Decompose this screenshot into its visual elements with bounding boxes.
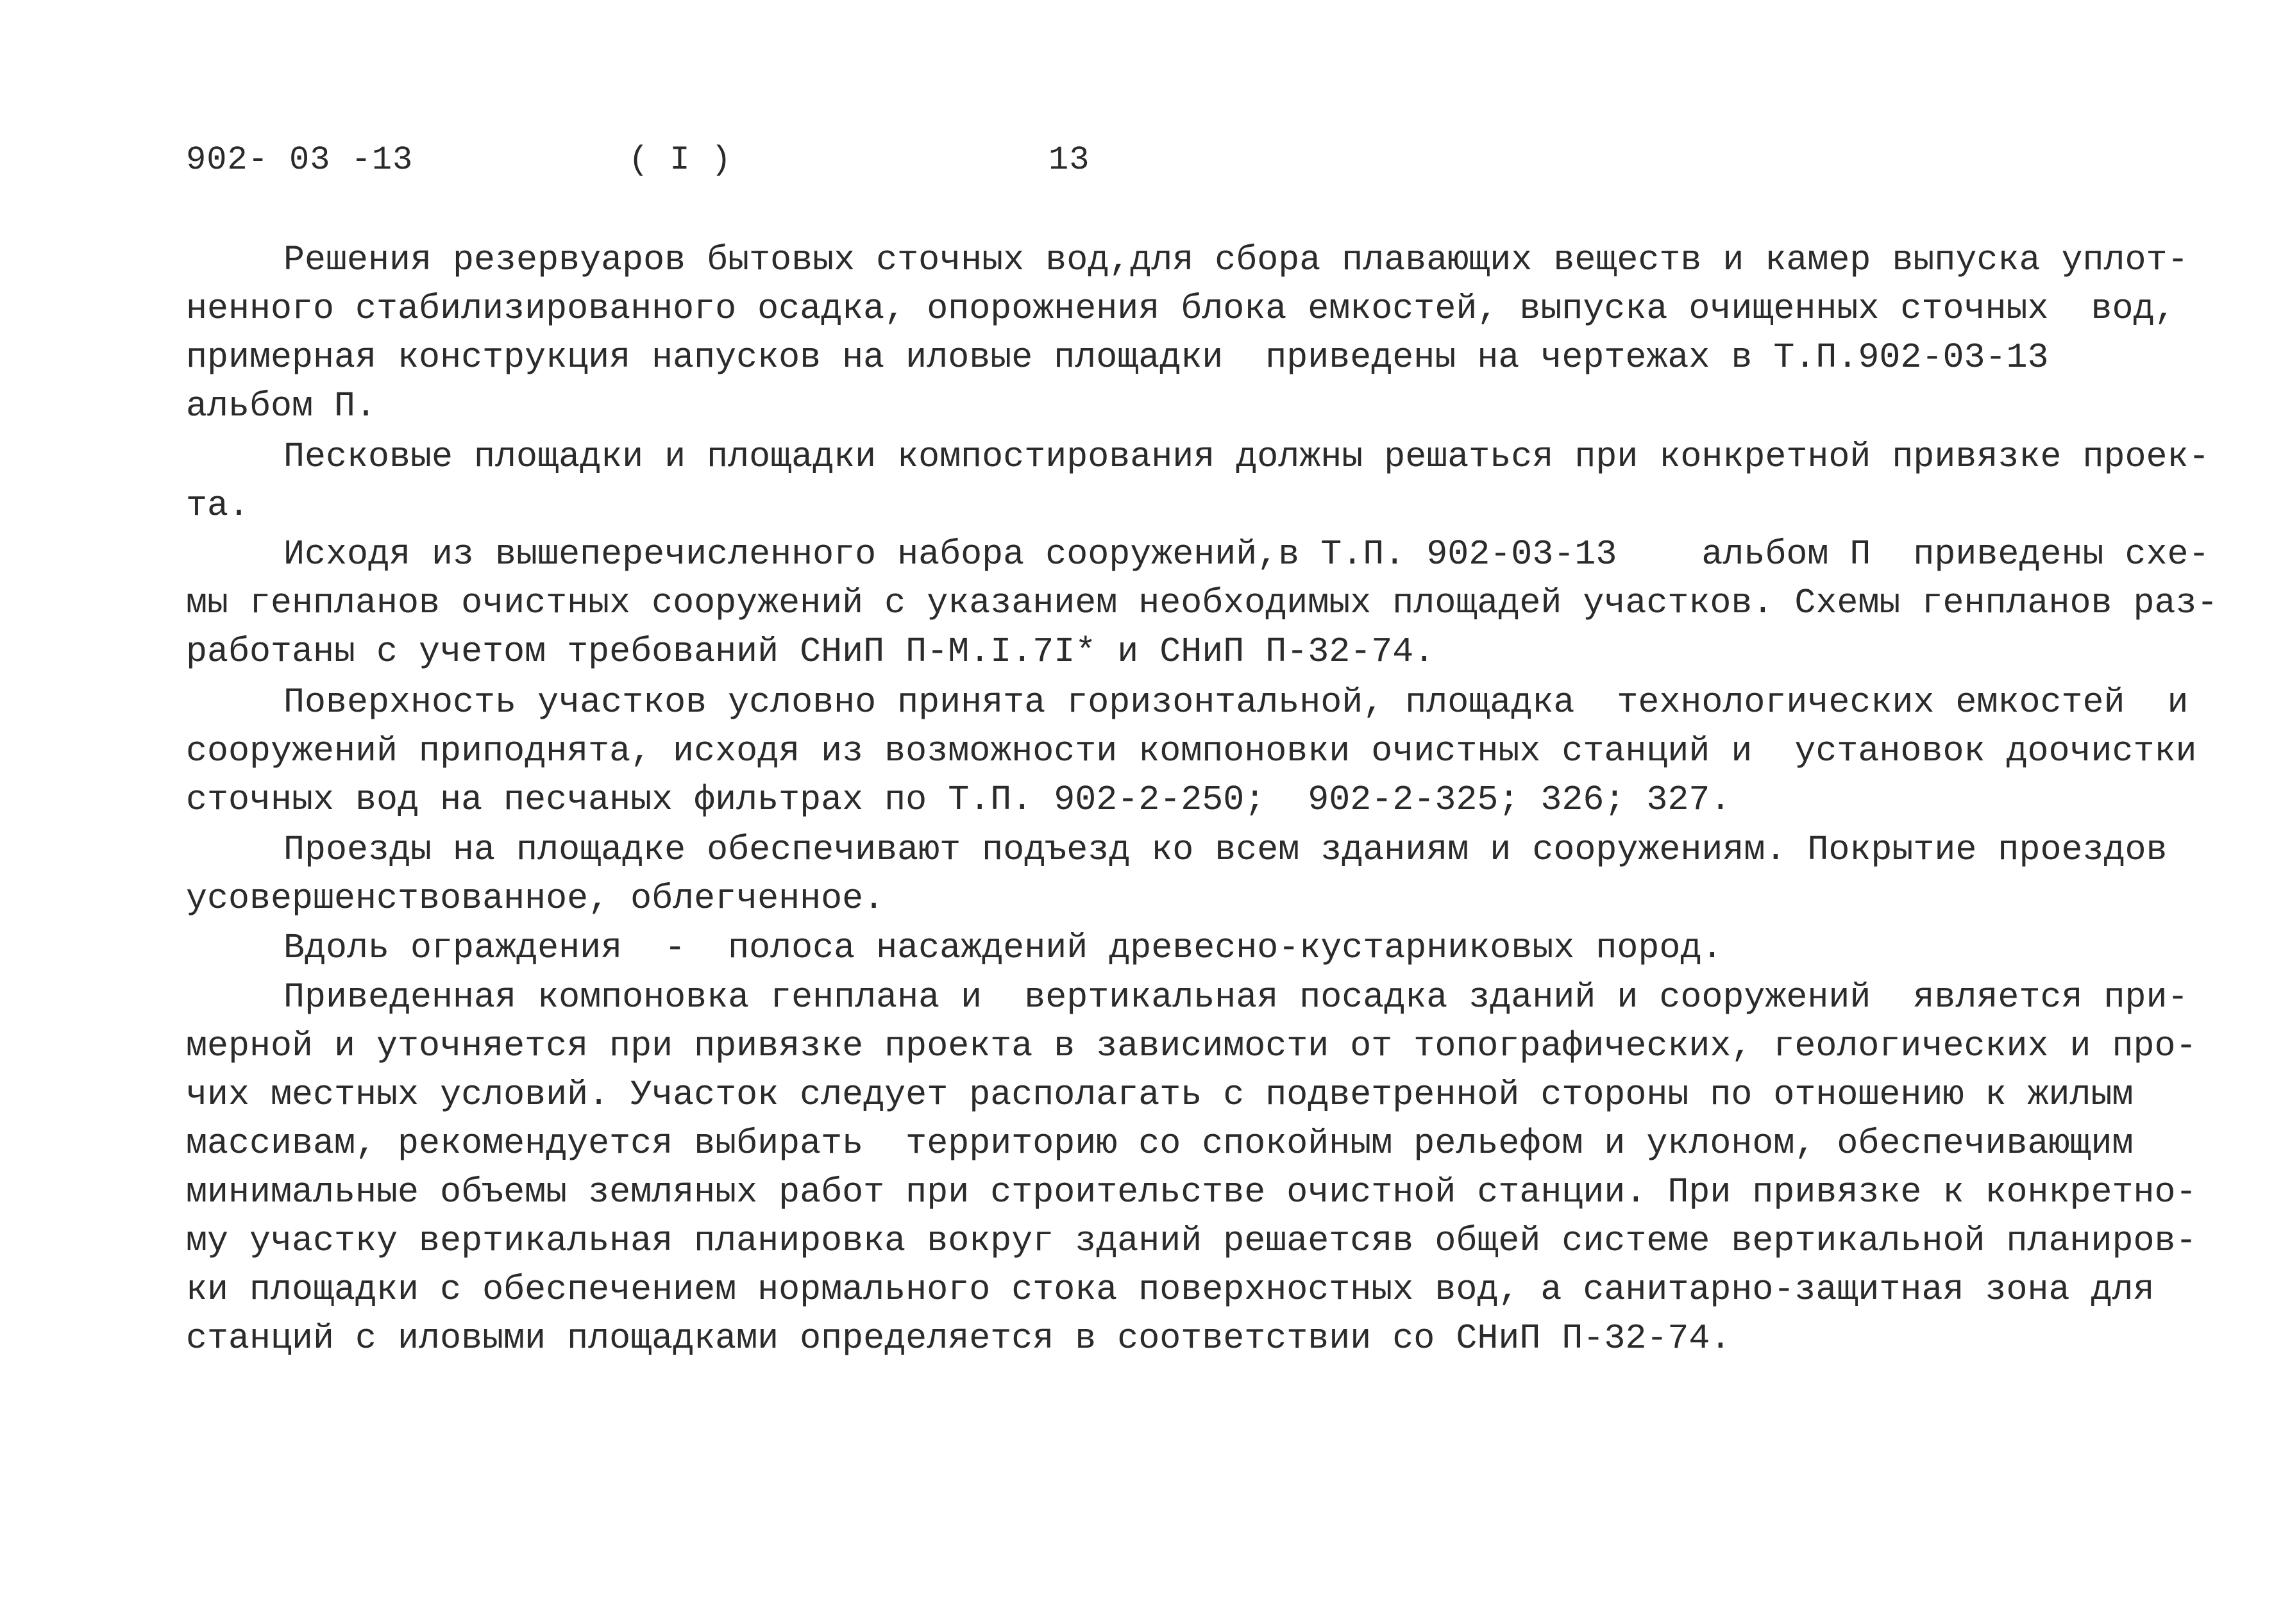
text-line: чих местных условий. Участок следует располагать с подветренной стороны по отношению к жилым	[186, 1075, 2134, 1115]
text-line: мерной и уточняется при привязке проекта в зависимости от топографических, геологических и про-	[186, 1026, 2197, 1066]
text-line: сточных вод на песчаных фильтрах по Т.П. 902-2-250; 902-2-325; 326; 327.	[186, 780, 1731, 820]
text-line: Вдоль ограждения - полоса насаждений древесно-кустарниковых пород.	[283, 928, 1723, 968]
text-line: работаны с учетом требований СНиП П-М.I.7I* и СНиП П-32-74.	[186, 632, 1435, 672]
text-line: Приведенная компоновка генплана и вертикальная посадка зданий и сооружений является при-	[283, 977, 2189, 1017]
part-number: ( I )	[628, 141, 732, 179]
text-line: Исходя из вышеперечисленного набора сооружений,в Т.П. 902-03-13 альбом П приведены схе-	[283, 534, 2210, 574]
document-code: 902- 03 -13	[186, 141, 414, 179]
text-line: мы генпланов очистных сооружений с указанием необходимых площадей участков. Схемы генпланов раз-	[186, 583, 2218, 623]
text-line: Проезды на площадке обеспечивают подъезд ко всем зданиям и сооружениям. Покрытие проездов	[283, 830, 2168, 870]
text-line: усовершенствованное, облегченное.	[186, 878, 885, 919]
text-line: ненного стабилизированного осадка, опорожнения блока емкостей, выпуска очищенных сточных вод,	[186, 289, 2176, 329]
text-line: сооружений приподнята, исходя из возможности компоновки очистных станций и установок доочистки	[186, 731, 2197, 771]
text-line: станций с иловыми площадками определяется в соответствии со СНиП П-32-74.	[186, 1318, 1731, 1359]
text-line: примерная конструкция напусков на иловые площадки приведены на чертежах в Т.П.902-03-13	[186, 337, 2049, 378]
text-line: та.	[186, 485, 250, 526]
page-number: 13	[1049, 141, 1090, 179]
text-line: Песковые площадки и площадки компостирования должны решаться при конкретной привязке проек-	[283, 437, 2210, 477]
text-line: му участку вертикальная планировка вокруг зданий решаетсяв общей системе вертикальной планиров-	[186, 1221, 2197, 1261]
text-line: альбом П.	[186, 386, 377, 426]
page-header	[186, 135, 1148, 186]
text-line: Решения резервуаров бытовых сточных вод,для сбора плавающих веществ и камер выпуска уплот-	[283, 240, 2189, 280]
text-line: минимальные объемы земляных работ при строительстве очистной станции. При привязке к конкретно-	[186, 1172, 2197, 1212]
text-line: ки площадки с обеспечением нормального стока поверхностных вод, а санитарно-защитная зона для	[186, 1269, 2155, 1310]
text-line: Поверхность участков условно принята горизонтальной, площадка технологических емкостей и	[283, 682, 2189, 723]
text-line: массивам, рекомендуется выбирать территорию со спокойным рельефом и уклоном, обеспечивающим	[186, 1123, 2134, 1164]
